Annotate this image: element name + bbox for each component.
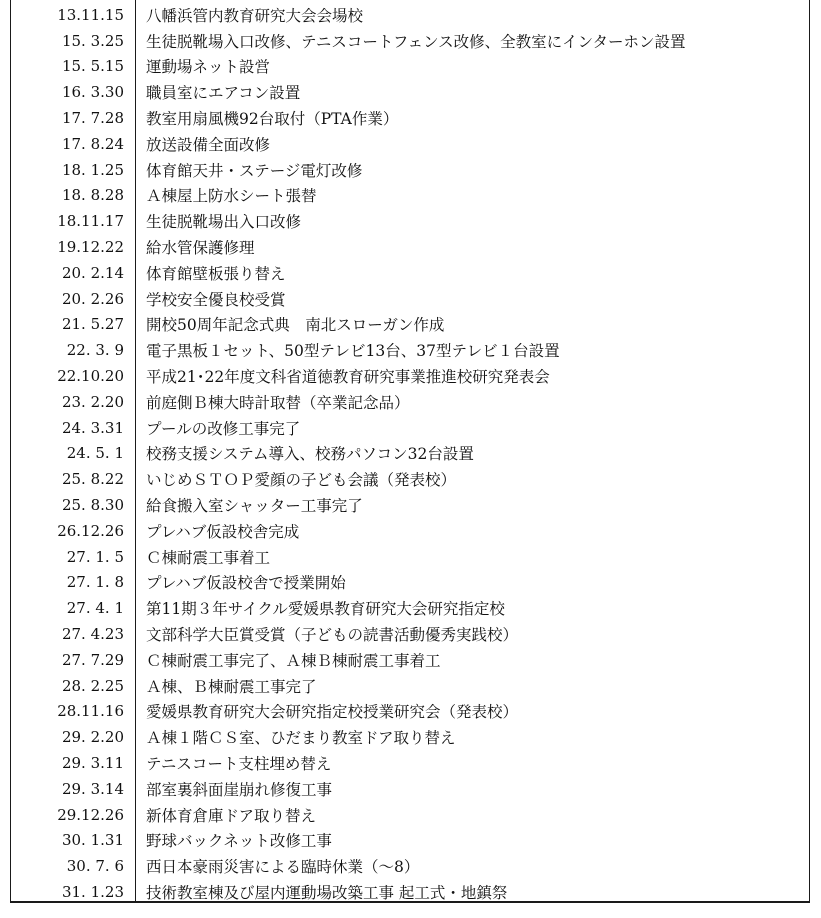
table-row (10, 54, 810, 80)
table-row (10, 776, 810, 802)
row-event: 平成21･22年度文科省道徳教育研究事業推進校研究発表会 (146, 368, 550, 387)
row-event: 体育館天井・ステージ電灯改修 (146, 161, 363, 180)
table-row (10, 389, 810, 415)
row-event: 八幡浜管内教育研究大会会場校 (146, 6, 364, 25)
row-event: 開校50周年記念式典 南北スローガン作成 (146, 316, 445, 335)
table-row (10, 828, 810, 854)
row-date: 30. 7. 6 (66, 857, 124, 876)
table-row (10, 699, 810, 725)
row-date: 20. 2.14 (61, 263, 124, 282)
row-date: 20. 2.26 (61, 289, 124, 308)
table-row (10, 673, 810, 699)
row-event: 愛媛県教育研究大会研究指定校授業研究会（発表校） (146, 703, 519, 722)
table-row (10, 595, 810, 621)
table-row (10, 260, 810, 286)
history-table (10, 2, 810, 905)
row-date: 28.11.16 (57, 702, 124, 721)
row-event: 電子黒板１セット、50型テレビ13台、37型テレビ１台設置 (146, 342, 560, 361)
row-date: 27. 1. 8 (66, 573, 124, 592)
row-date: 29. 3.11 (61, 754, 124, 772)
row-event: 運動場ネット設営 (146, 58, 271, 77)
row-event: 学校安全優良校受賞 (146, 290, 286, 309)
row-event: 技術教室棟及び屋内運動場改築工事 起工式・地鎮祭 (146, 883, 508, 902)
table-row (10, 105, 810, 131)
table-row (10, 802, 810, 828)
row-event: 第11期３年サイクル愛媛県教育研究大会研究指定校 (146, 600, 505, 619)
row-event: 文部科学大臣賞受賞（子どもの読書活動優秀実践校） (146, 626, 519, 645)
row-date: 29.12.26 (57, 805, 124, 824)
table-row (10, 79, 810, 105)
row-event: プレハブ仮設校舎で授業開始 (146, 574, 346, 593)
row-event: Ｃ棟耐震工事着工 (146, 548, 271, 567)
row-event: 部室裏斜面崖崩れ修復工事 (146, 780, 333, 799)
row-event: 生徒脱靴場入口改修、テニスコートフェンス改修、全教室にインターホン設置 (146, 32, 686, 51)
row-date: 28. 2.25 (61, 676, 124, 695)
table-row (10, 157, 810, 183)
row-date: 15. 5.15 (61, 57, 124, 76)
row-date: 27. 4.23 (61, 625, 124, 644)
row-date: 29. 2.20 (61, 728, 124, 747)
table-row (10, 647, 810, 673)
row-date: 19.12.22 (57, 238, 124, 257)
table-row (10, 570, 810, 596)
row-event: プールの改修工事完了 (146, 419, 301, 438)
row-date: 30. 1.31 (61, 831, 124, 850)
table-row (10, 234, 810, 260)
row-date: 29. 3.14 (61, 779, 124, 798)
row-event: 給食搬入室シャッター工事完了 (146, 497, 363, 516)
row-event: 体育館壁板張り替え (146, 264, 286, 283)
row-event: Ａ棟１階ＣＳ室、ひだまり教室ドア取り替え (146, 729, 456, 748)
table-row (10, 337, 810, 363)
table-row (10, 492, 810, 518)
row-event: Ａ棟屋上防水シート張替 (146, 187, 317, 206)
table-row (10, 363, 810, 389)
row-event: 西日本豪雨災害による臨時休業（～8） (146, 858, 420, 877)
table-row (10, 879, 810, 905)
table-row (10, 28, 810, 54)
table-row (10, 2, 810, 28)
row-date: 27. 4. 1 (66, 599, 124, 618)
row-date: 25. 8.30 (61, 496, 124, 515)
table-row (10, 750, 810, 776)
row-date: 22.10.20 (57, 367, 124, 386)
row-date: 26.12.26 (57, 521, 124, 540)
row-date: 31. 1.23 (61, 882, 124, 901)
row-event: 野球バックネット改修工事 (146, 832, 332, 851)
table-row (10, 853, 810, 879)
row-date: 17. 8.24 (61, 134, 124, 153)
row-event: 給水管保護修理 (146, 239, 255, 258)
row-event: 教室用扇風機92台取付（PTA作業） (146, 110, 399, 129)
table-row (10, 286, 810, 312)
row-date: 18. 1.25 (61, 160, 124, 179)
row-event: いじめＳＴＯＰ愛顔の子ども会議（発表校） (146, 471, 457, 490)
table-row (10, 415, 810, 441)
table-row (10, 208, 810, 234)
table-row (10, 724, 810, 750)
row-event: 放送設備全面改修 (146, 135, 271, 154)
row-date: 23. 2.20 (61, 392, 124, 411)
row-event: 前庭側Ｂ棟大時計取替（卒業記念品） (146, 393, 410, 412)
row-date: 25. 8.22 (61, 470, 124, 489)
row-date: 27. 1. 5 (66, 547, 124, 566)
row-event: 校務支援システム導入、校務パソコン32台設置 (146, 445, 474, 464)
table-row (10, 131, 810, 157)
row-date: 15. 3.25 (61, 31, 124, 50)
row-date: 18. 8.28 (61, 186, 124, 205)
table-row (10, 183, 810, 209)
row-date: 24. 3.31 (61, 418, 124, 437)
row-date: 16. 3.30 (61, 83, 124, 102)
row-event: 新体育倉庫ドア取り替え (146, 806, 317, 825)
row-event: テニスコート支柱埋め替え (146, 755, 332, 773)
row-date: 22. 3. 9 (66, 341, 124, 360)
row-date: 24. 5. 1 (66, 444, 124, 463)
row-event: 生徒脱靴場出入口改修 (146, 213, 302, 232)
row-event: Ｃ棟耐震工事完了、Ａ棟Ｂ棟耐震工事着工 (146, 651, 441, 670)
row-date: 18.11.17 (57, 212, 124, 231)
row-event: 職員室にエアコン設置 (146, 84, 301, 103)
row-event: プレハブ仮設校舎完成 (146, 522, 300, 541)
table-row (10, 544, 810, 570)
table-row (10, 312, 810, 338)
row-date: 17. 7.28 (61, 109, 124, 128)
table-row (10, 518, 810, 544)
row-date: 21. 5.27 (61, 315, 124, 334)
table-row (10, 441, 810, 467)
table-row (10, 466, 810, 492)
row-date: 27. 7.29 (61, 650, 124, 669)
table-row (10, 621, 810, 647)
row-event: Ａ棟、Ｂ棟耐震工事完了 (146, 677, 317, 696)
row-date: 13.11.15 (57, 5, 124, 24)
